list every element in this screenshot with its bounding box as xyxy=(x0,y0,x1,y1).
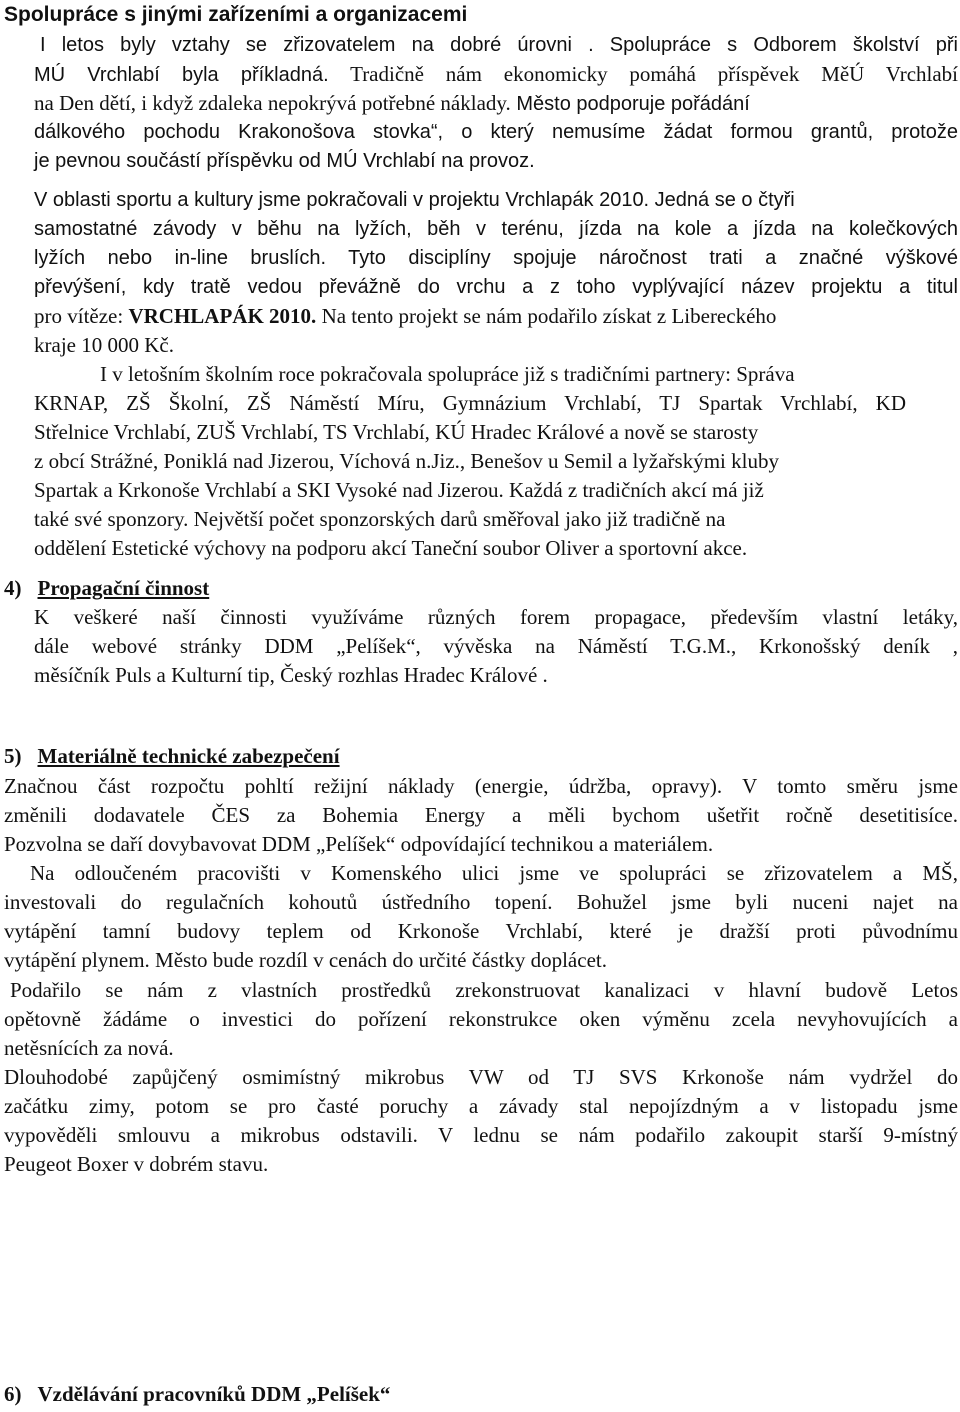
paragraph-line: dálkového pochodu Krakonošova stovka“, o který nemusíme žádat formou grantů, protože xyxy=(34,121,958,143)
paragraph-line: netěsnících za nová. xyxy=(4,1036,174,1060)
paragraph-line: z obcí Strážné, Poniklá nad Jizerou, Víchová n.Jiz., Benešov u Semil a lyžařskými kluby xyxy=(34,449,779,473)
paragraph-line: Pozvolna se daří dovybavovat DDM „Pelíšek“ odpovídající technikou a materiálem. xyxy=(4,832,714,856)
paragraph-line: převýšení, kdy tratě vedou převážně do vrchu a z toho vyplývající název projektu a titul xyxy=(34,276,958,298)
section-title: Materiálně technické zabezpečení xyxy=(37,744,340,768)
section-heading-education xyxy=(4,1384,390,1405)
paragraph-line: lyžích nebo in-line bruslích. Tyto disciplíny spojuje náročnost trati a značné výškové xyxy=(34,247,958,269)
section-number: 5) xyxy=(4,744,22,768)
paragraph-line: také své sponzory. Největší počet sponzorských darů směřoval jako již tradičně na xyxy=(34,507,726,531)
paragraph-line: Střelnice Vrchlabí, ZUŠ Vrchlabí, TS Vrchlabí, KÚ Hradec Králové a nově se starosty xyxy=(34,420,759,444)
paragraph-line: pro vítěze: VRCHLAPÁK 2010. Na tento projekt se nám podařilo získat z Libereckého xyxy=(34,304,777,328)
paragraph-line: na Den dětí, i když zdaleka nepokrývá potřebné náklady. Město podporuje pořádání xyxy=(34,91,750,115)
paragraph-line: vytápění plynem. Město bude rozdíl v cenách do určité částky doplácet. xyxy=(4,948,607,972)
section-heading-material xyxy=(4,746,340,767)
paragraph-line: KRNAP, ZŠ Školní, ZŠ Náměstí Míru, Gymnázium Vrchlabí, TJ Spartak Vrchlabí, KD xyxy=(34,391,906,415)
paragraph-line: I letos byly vztahy se zřizovatelem na dobré úrovni . Spolupráce s Odborem školství při xyxy=(40,34,958,56)
paragraph-line: opětovně žádáme o investici do pořízení rekonstrukce oken výměnu zcela nevyhovujících a xyxy=(4,1007,958,1031)
section-title: Propagační činnost xyxy=(37,576,210,600)
paragraph-line: Dlouhodobé zapůjčený osmimístný mikrobus VW od TJ SVS Krkonoše nám vydržel do xyxy=(4,1065,958,1089)
section-number: 4) xyxy=(4,576,22,600)
paragraph-line: měsíčník Puls a Kulturní tip, Český rozhlas Hradec Králové . xyxy=(34,663,548,687)
paragraph-line: kraje 10 000 Kč. xyxy=(34,333,174,357)
section-heading-cooperation: Spolupráce s jinými zařízeními a organizacemi xyxy=(4,3,468,26)
project-title: VRCHLAPÁK 2010. xyxy=(128,304,317,328)
paragraph-line: Na odloučeném pracovišti v Komenského ulici jsme ve spolupráci se zřizovatelem a MŠ, xyxy=(30,861,958,885)
section-number: 6) xyxy=(4,1382,22,1406)
paragraph-line: samostatné závody v běhu na lyžích, běh v terénu, jízda na kole a jízda na kolečkových xyxy=(34,218,958,240)
paragraph-line: vypověděli smlouvu a mikrobus odstavili. V lednu se nám podařilo zakoupit starší 9-místný xyxy=(4,1123,958,1147)
paragraph-line: MÚ Vrchlabí byla příkladná. Tradičně nám ekonomicky pomáhá příspěvek MěÚ Vrchlabí xyxy=(34,62,959,86)
paragraph-line: dále webové stránky DDM „Pelíšek“, vývěska na Náměstí T.G.M., Krkonošský deník , xyxy=(34,634,958,658)
paragraph-line: Spartak a Krkonoše Vrchlabí a SKI Vysoké nad Jizerou. Každá z tradičních akcí má již xyxy=(34,478,764,502)
paragraph-line: vytápění tamní budovy teplem od Krkonoše Vrchlabí, které je dražší proti původnímu xyxy=(4,919,958,943)
paragraph-line: V oblasti sportu a kultury jsme pokračovali v projektu Vrchlapák 2010. Jedná se o čtyři xyxy=(34,189,795,211)
paragraph-line: Podařilo se nám z vlastních prostředků zrekonstruovat kanalizaci v hlavní budově Letos xyxy=(10,978,958,1002)
paragraph-line: změnili dodavatele ČES za Bohemia Energy a měli bychom ušetřit ročně desetitisíce. xyxy=(4,803,958,827)
paragraph-line: investovali do regulačních kohoutů ústředního topení. Bohužel jsme byli nuceni najet na xyxy=(4,890,958,914)
paragraph-line: K veškeré naší činnosti využíváme různých forem propagace, především vlastní letáky, xyxy=(34,605,958,629)
paragraph-line: začátku zimy, potom se pro časté poruchy a závady stal nepojízdným a v listopadu jsme xyxy=(4,1094,958,1118)
paragraph-line: Peugeot Boxer v dobrém stavu. xyxy=(4,1152,269,1176)
paragraph-line: je pevnou součástí příspěvku od MÚ Vrchlabí na provoz. xyxy=(34,150,535,172)
paragraph-line: Značnou část rozpočtu pohltí režijní náklady (energie, údržba, opravy). V tomto směru jsme xyxy=(4,774,958,798)
section-heading-promotion xyxy=(4,578,209,599)
paragraph-line: I v letošním školním roce pokračovala spolupráce již s tradičními partnery: Správa xyxy=(100,362,795,386)
paragraph-line: oddělení Estetické výchovy na podporu akcí Taneční soubor Oliver a sportovní akce. xyxy=(34,536,748,560)
section-title: Vzdělávání pracovníků DDM „Pelíšek“ xyxy=(37,1382,391,1406)
